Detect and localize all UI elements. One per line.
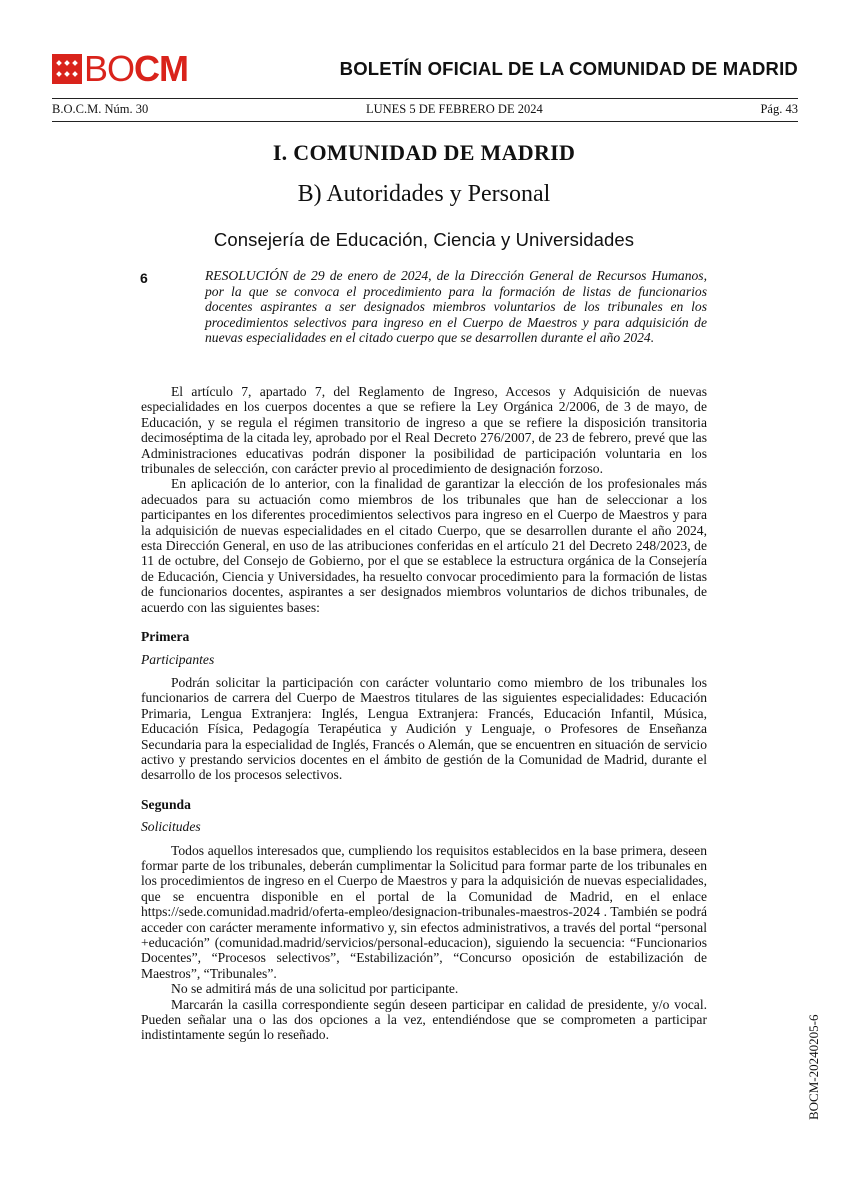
header-rule-top (52, 98, 798, 99)
logo-text-bo: BO (84, 48, 135, 89)
document-body (141, 384, 707, 1043)
issue-number: B.O.C.M. Núm. 30 (52, 102, 149, 116)
paragraph: En aplicación de lo anterior, con la finalidad de garantizar la elección de los profesionales más adecuados para su actuación como miembros de los tribunales que han de seleccionar a los participantes en los diferentes procedimientos selectivos para ingreso en el Cuerpo de Maestros y para la adquisición de nuevas especialidades en el citado Cuerpo, que se desarrollen durante el año 2024, esta Dirección General, en uso de las atribuciones conferidas en el artículo 21 del Decreto 248/2023, de 11 de octubre, del Consejo de Gobierno, por el que se establece la estructura orgánica de la Consejería de Educación, Ciencia y Universidades, ha resuelto convocar procedimiento para la formación de listas de funcionarios docentes, aspirantes a ser designados miembros voluntarios de dichos tribunales, de acuerdo con las siguientes bases: (141, 476, 707, 615)
paragraph: Marcarán la casilla correspondiente según deseen participar en calidad de presidente, y/o vocal. Pueden señalar una o las dos opciones a la vez, entendiéndose que se comprometen a participar indistintamente según lo reseñado. (141, 996, 707, 1043)
logo-text-cm: CM (134, 48, 189, 89)
madrid-stars-icon (52, 54, 82, 84)
base-heading-segunda: Segunda (141, 796, 191, 812)
paragraph: El artículo 7, apartado 7, del Reglamento de Ingreso, Accesos y Adquisición de nuevas especialidades en los cuerpos docentes a que se refiere la Ley Orgánica 2/2006, de 3 de mayo, de Educación, y se regula el régimen transitorio de ingreso a que se refiere la disposición transitoria decimoséptima de la citada ley, aprobado por el Real Decreto 276/2007, de 23 de febrero, prevé que las Administraciones educativas podrán disponer la posibilidad de participación voluntaria en los tribunales de selección, con carácter previo al procedimiento de designación forzoso. (141, 384, 707, 477)
issue-date: LUNES 5 DE FEBRERO DE 2024 (365, 102, 543, 116)
bocm-logo (52, 48, 189, 89)
header-rule-bottom (52, 121, 798, 122)
base-subheading-solicitudes: Solicitudes (141, 819, 201, 835)
department-name: Consejería de Educación, Ciencia y Universidades (213, 229, 635, 250)
document-side-code: BOCM-20240205-6 (806, 1014, 821, 1120)
paragraph: No se admitirá más de una solicitud por participante. (171, 981, 459, 997)
running-header (52, 102, 798, 117)
paragraph: Todos aquellos interesados que, cumpliendo los requisitos establecidos en la base primera, deseen formar parte de los tribunales, deberán cumplimentar la Solicitud para formar parte de los tribunales en los procedimientos de ingreso en el Cuerpo de Maestros y para la adquisición de nuevas especialidades, que se encuentra disponible en el portal de la Comunidad de Madrid, en el enlace https://sede.comunidad.madrid/oferta-empleo/designacion-tribunales-maestros-2024 . También se podrá acceder con carácter meramente informativo y, sin efectos administrativos, a través del portal “personal +educación” (comunidad.madrid/servicios/personal-educacion), siguiendo la secuencia: “Funcionarios Docentes”, “Procesos selectivos”, “Estabilización”, “Concurso oposición de estabilización de Maestros”, “Tribunales”. (141, 842, 707, 981)
resolution-summary: RESOLUCIÓN de 29 de enero de 2024, de la Dirección General de Recursos Humanos, por la que se convoca el procedimiento para la formación de listas de funcionarios docentes aspirantes a ser designados miembros voluntarios de los tribunales en los procedimientos selectivos para ingreso en el Cuerpo de Maestros y para adquisición de nuevas especialidades en el citado cuerpo que se desarrollen durante el año 2024. (205, 268, 707, 345)
masthead-title: BOLETÍN OFICIAL DE LA COMUNIDAD DE MADRID (339, 58, 798, 79)
paragraph: Podrán solicitar la participación con carácter voluntario como miembro de los tribunales los funcionarios de carrera del Cuerpo de Maestros titulares de las siguientes especialidades: Educación Primaria, Lengua Extranjera: Inglés, Lengua Extranjera: Francés, Educación Infantil, Música, Educación Física, Pedagogía Terapéutica y Audición y Lenguaje, o Profesores de Enseñanza Secundaria para la especialidad de Inglés, Francés o Alemán, que se encuentren en situación de servicio activo y prestando servicios docentes en el ámbito de gestión de la Comunidad de Madrid, durante el desarrollo de los procesos selectivos. (141, 674, 707, 783)
base-subheading-participantes: Participantes (141, 651, 215, 667)
item-number: 6 (140, 270, 148, 286)
logo-wordmark (84, 48, 189, 89)
section-title: I. COMUNIDAD DE MADRID (272, 140, 576, 165)
page-number: Pág. 43 (760, 102, 798, 116)
section-subtitle: B) Autoridades y Personal (297, 181, 551, 207)
base-heading-primera: Primera (141, 629, 190, 645)
